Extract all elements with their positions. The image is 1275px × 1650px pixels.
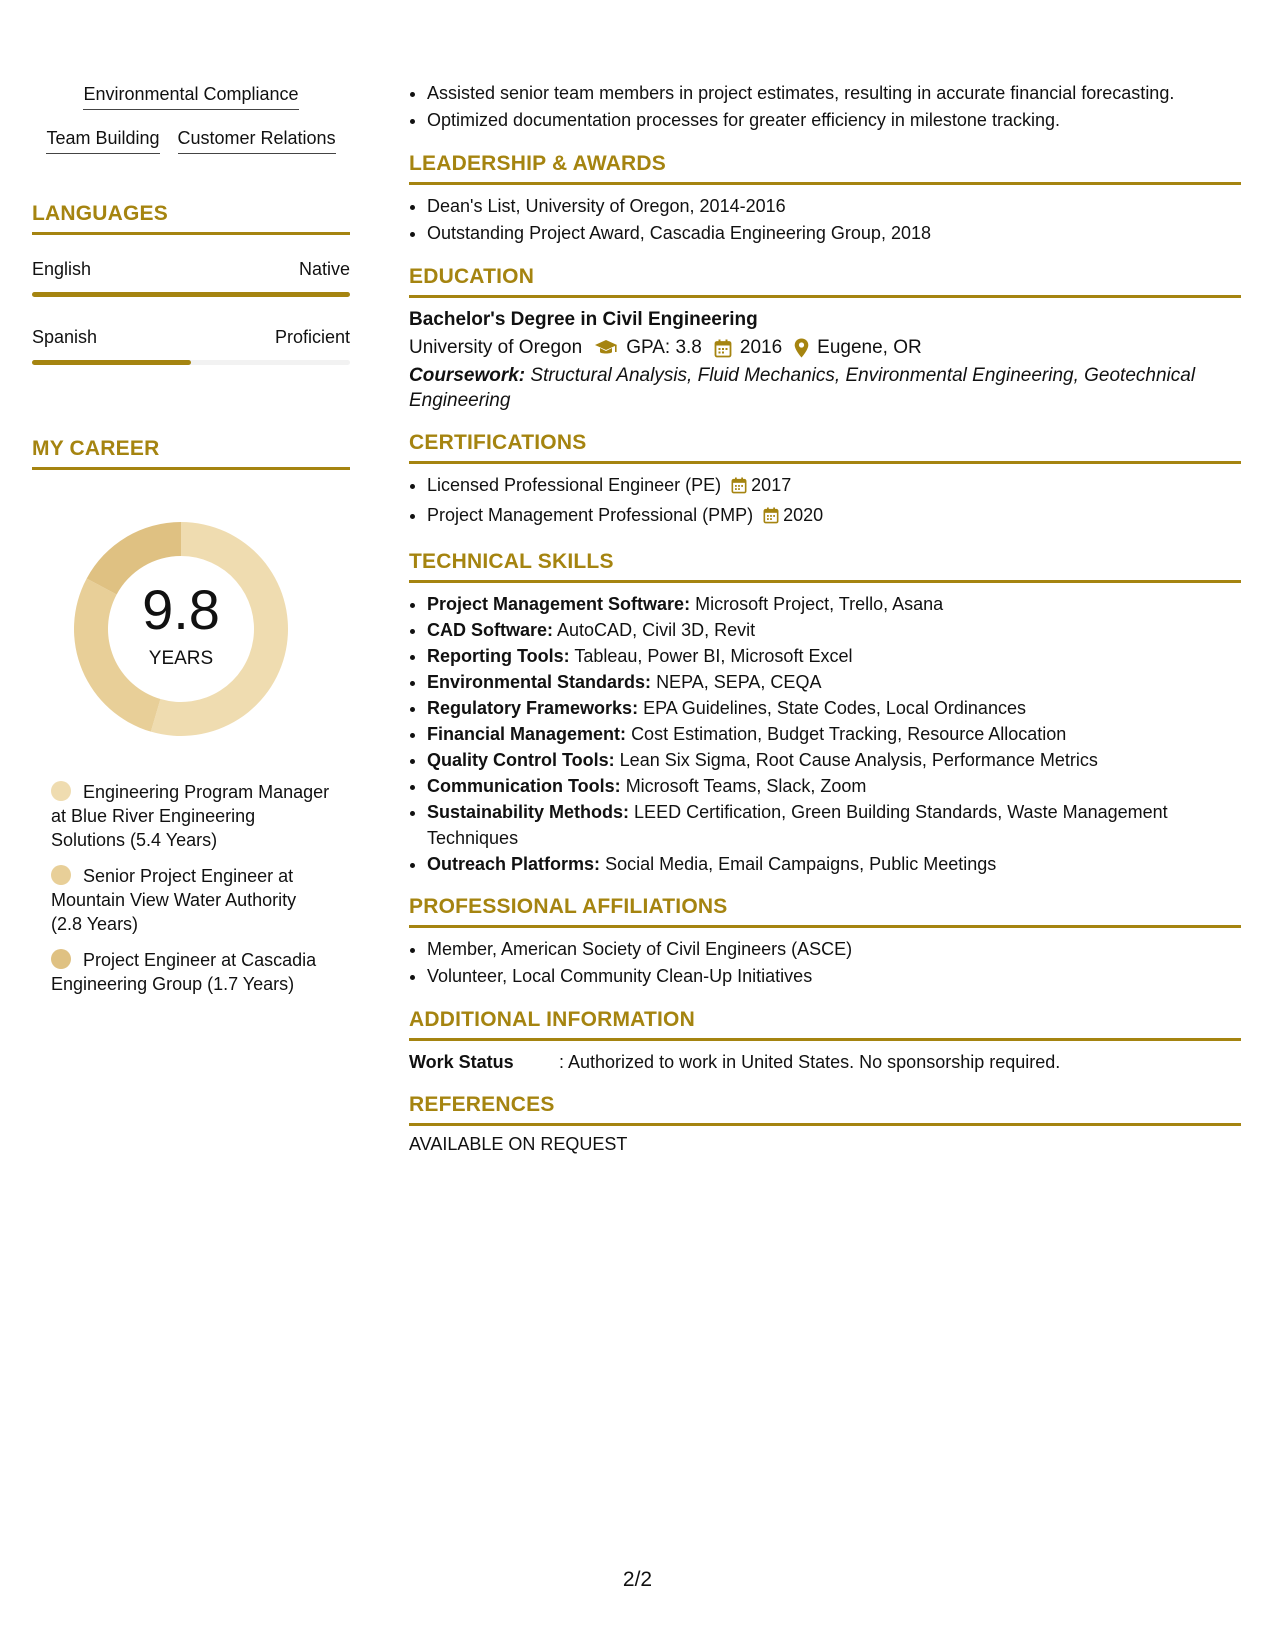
languages-section (32, 202, 350, 365)
skill-value: Microsoft Teams, Slack, Zoom (625, 776, 867, 796)
education-meta (409, 333, 1241, 363)
language-bar-fill (32, 292, 350, 297)
list-item: • Outstanding Project Award, Cascadia Engineering Group, 2018 (427, 220, 1241, 247)
section-title-technical-skills: TECHNICAL SKILLS (409, 550, 614, 573)
skill-value: LEED Certification, Green Building Standards, Waste Management Techniques (427, 802, 1168, 848)
section-title-leadership: LEADERSHIP & AWARDS (409, 152, 666, 175)
language-bar-fill (32, 360, 191, 365)
career-section (32, 437, 350, 996)
list-item: • Assisted senior team members in project estimates, resulting in accurate financial forecasting. (427, 80, 1241, 107)
skill-label: Financial Management: (427, 724, 627, 744)
certification-name: Project Management Professional (PMP) (427, 505, 754, 525)
certification-year: 2020 (783, 505, 824, 525)
skill-tags (32, 84, 350, 154)
section-rule (32, 467, 350, 470)
coursework-label: Coursework: (409, 365, 526, 386)
calendar-icon (714, 339, 732, 358)
calendar-icon (731, 475, 747, 502)
section-title-languages: LANGUAGES (32, 202, 168, 225)
language-bar (32, 292, 350, 297)
legend-dot (51, 949, 71, 969)
section-rule (409, 295, 1241, 298)
career-legend (51, 780, 331, 996)
skill-value: NEPA, SEPA, CEQA (656, 672, 822, 692)
skill-label: Outreach Platforms: (427, 854, 601, 874)
map-pin-icon (794, 338, 809, 358)
graduation-cap-icon (594, 339, 618, 357)
references-section (409, 1093, 1241, 1155)
skill-label: Regulatory Frameworks: (427, 698, 639, 718)
career-legend-text: Senior Project Engineer at Mountain View Water Authority (2.8 Years) (51, 866, 297, 934)
list-item: • Volunteer, Local Community Clean-Up Initiatives (427, 963, 1241, 990)
skill-label: Environmental Standards: (427, 672, 652, 692)
certifications-section (409, 431, 1241, 532)
gpa: GPA: 3.8 (626, 337, 702, 358)
list-item (427, 851, 1241, 877)
leadership-section (409, 152, 1241, 247)
section-title-career: MY CAREER (32, 437, 160, 460)
technical-skills-section (409, 550, 1241, 877)
affiliations-section (409, 895, 1241, 990)
language-level: Native (298, 259, 350, 279)
additional-info-section (409, 1008, 1241, 1075)
list-item (427, 747, 1241, 773)
career-legend-text: Project Engineer at Cascadia Engineering Group (1.7 Years) (51, 950, 317, 994)
language-level: Proficient (274, 327, 350, 347)
section-rule (32, 232, 350, 235)
skill-value: Microsoft Project, Trello, Asana (695, 594, 944, 614)
skill-label: Project Management Software: (427, 594, 691, 614)
certification-name: Licensed Professional Engineer (PE) (427, 475, 722, 495)
degree-title: Bachelor's Degree in Civil Engineering (409, 309, 758, 330)
coursework-list: Structural Analysis, Fluid Mechanics, Environmental Engineering, Geotechnical Engineering (409, 365, 1196, 411)
work-status-value: : Authorized to work in United States. No sponsorship required. (559, 1052, 1061, 1072)
career-legend-item (51, 948, 331, 996)
section-rule (409, 925, 1241, 928)
skill-tag: Team Building (46, 128, 159, 154)
section-rule (409, 182, 1241, 185)
skill-tag: Customer Relations (178, 128, 336, 154)
career-donut-chart (66, 514, 296, 744)
section-rule (409, 580, 1241, 583)
skill-label: CAD Software: (427, 620, 554, 640)
list-item (427, 643, 1241, 669)
skill-row (32, 84, 350, 110)
skill-tag: Environmental Compliance (83, 84, 298, 110)
school-name: University of Oregon (409, 337, 583, 358)
language-item (32, 327, 350, 365)
career-total-years: 9.8 (142, 578, 220, 641)
section-title-certifications: CERTIFICATIONS (409, 431, 587, 454)
section-title-additional: ADDITIONAL INFORMATION (409, 1008, 695, 1031)
skill-label: Quality Control Tools: (427, 750, 615, 770)
career-total-unit: YEARS (148, 648, 214, 669)
coursework (409, 363, 1241, 413)
page-number: 2/2 (622, 1568, 653, 1591)
skill-row (32, 128, 350, 154)
career-legend-item (51, 864, 331, 936)
list-item: • Optimized documentation processes for greater efficiency in milestone tracking. (427, 107, 1241, 134)
language-bar (32, 360, 350, 365)
section-rule (409, 1123, 1241, 1126)
work-status-label: Work Status (409, 1052, 514, 1072)
language-item (32, 259, 350, 297)
list-item (427, 695, 1241, 721)
list-item (427, 669, 1241, 695)
section-title-affiliations: PROFESSIONAL AFFILIATIONS (409, 895, 728, 918)
skill-label: Communication Tools: (427, 776, 621, 796)
graduation-year: 2016 (739, 337, 783, 358)
language-name: English (32, 259, 92, 279)
list-item (427, 502, 1241, 532)
experience-bullets (409, 80, 1241, 134)
career-legend-item (51, 780, 331, 852)
certification-year: 2017 (751, 475, 792, 495)
legend-dot (51, 865, 71, 885)
skill-value: Cost Estimation, Budget Tracking, Resource Allocation (631, 724, 1067, 744)
list-item (427, 591, 1241, 617)
education-section (409, 265, 1241, 413)
list-item (427, 617, 1241, 643)
legend-dot (51, 781, 71, 801)
section-rule (409, 461, 1241, 464)
left-column (32, 84, 350, 1008)
list-item (427, 773, 1241, 799)
work-status (409, 1049, 1241, 1075)
right-column (409, 80, 1241, 1155)
calendar-icon (763, 505, 779, 532)
skill-label: Sustainability Methods: (427, 802, 630, 822)
skill-value: Lean Six Sigma, Root Cause Analysis, Performance Metrics (619, 750, 1098, 770)
section-rule (409, 1038, 1241, 1041)
skill-value: Social Media, Email Campaigns, Public Meetings (605, 854, 997, 874)
skill-value: EPA Guidelines, State Codes, Local Ordinances (643, 698, 1026, 718)
skill-value: Tableau, Power BI, Microsoft Excel (574, 646, 853, 666)
language-name: Spanish (32, 327, 98, 347)
list-item (427, 472, 1241, 502)
section-title-education: EDUCATION (409, 265, 535, 288)
school-location: Eugene, OR (817, 337, 922, 358)
skill-value: AutoCAD, Civil 3D, Revit (557, 620, 756, 640)
list-item: • Member, American Society of Civil Engineers (ASCE) (427, 936, 1241, 963)
section-title-references: REFERENCES (409, 1093, 555, 1116)
career-legend-text: Engineering Program Manager at Blue River Engineering Solutions (5.4 Years) (51, 782, 330, 850)
list-item (427, 721, 1241, 747)
references-text: AVAILABLE ON REQUEST (409, 1134, 628, 1154)
skill-label: Reporting Tools: (427, 646, 570, 666)
list-item (427, 799, 1241, 851)
list-item: • Dean's List, University of Oregon, 2014-2016 (427, 193, 1241, 220)
